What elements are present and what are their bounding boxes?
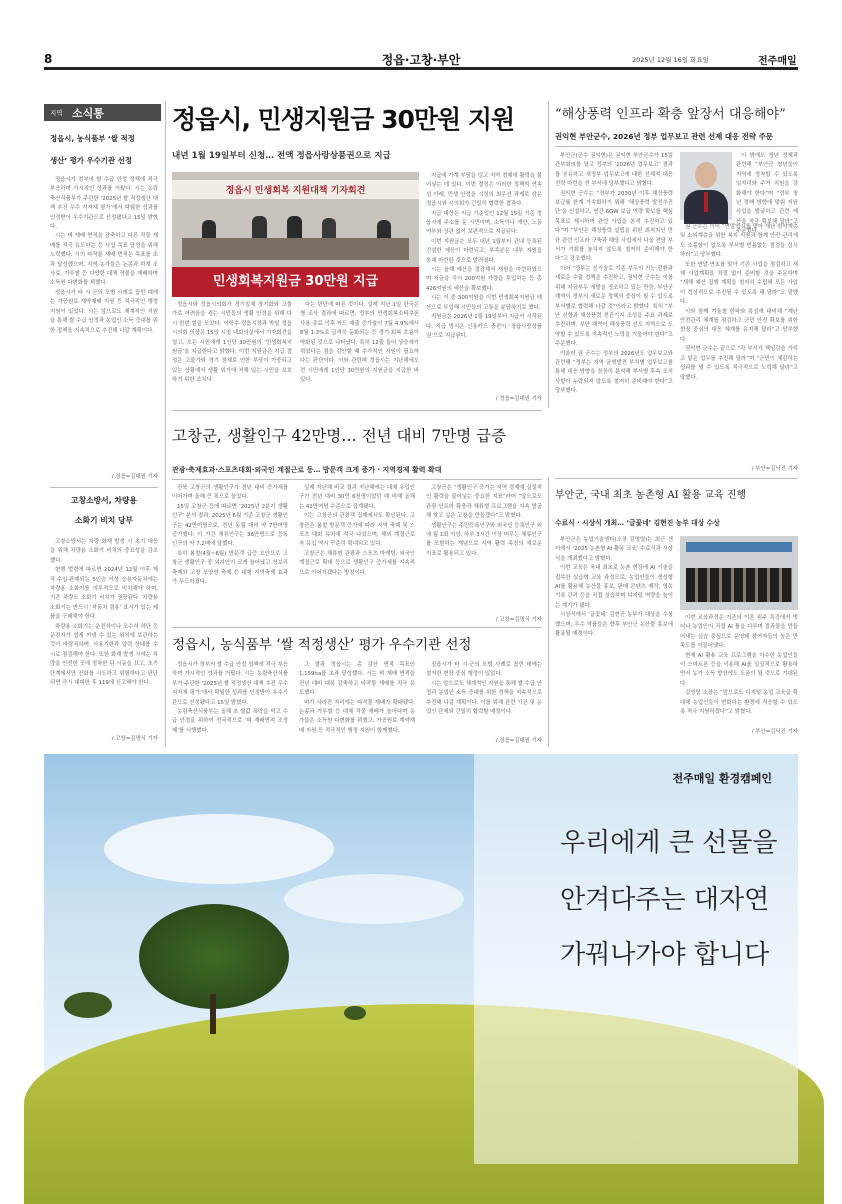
mid-left-subhead: 관광·축제효과·스포츠대회·외국인 계절근로 등… 방문객 크게 증가 · 지역경제 활력 확대 (172, 466, 442, 474)
right-top-headline: “해상풍력 인프라 확충 앞장서 대응해야” (555, 107, 786, 122)
paragraph: 시는 이 중 300억원을 이번 민생회복지원금 예산으로 투입해 시민들의 고통을 분담하기로 했다. (426, 295, 542, 311)
lead-byline: / 정읍=김대원 기자 (495, 396, 542, 402)
photo-banner-top: 정읍시 민생회복 지원대책 기자회견 (172, 180, 419, 199)
ad-cloud (104, 814, 334, 884)
ad-line-3: 가꿔나가야 합니다 (560, 940, 770, 970)
bottom-left-byline: / 정읍=김대원 기자 (495, 738, 542, 744)
paragraph: 이와 함께 겨울철 한파와 폭설에 대비해 “재난 안전관리 체계를 점검하고 군민 안전 확보를 위한 현장 중심의 대응 체계를 유지해 달라”고 당부했다. (680, 308, 798, 343)
divider (172, 479, 542, 480)
bottom-left-col1 (172, 661, 288, 745)
ad-line-2: 안겨다주는 대자연 (560, 885, 770, 915)
mid-left-headline: 고창군, 생활인구 42만명… 전년 대비 7만명 급증 (172, 427, 507, 445)
mid-right-headline: 부안군, 국내 최초 농촌형 AI 활용 교육 진행 (555, 490, 747, 501)
lead-body-col2: 다는 판단에 따른 것이다. 실제 지난 1일 한국은행 조사 결과에 따르면, 정부의 민생회복소비쿠폰 사용 종료 이후 카드 매출 증가율이 7월 4.9%에서 8월 1.3%로 급격히 둔화되는 등 경기 회복 흐름이 약화된 것으로 나타났다. 특히 12월 들어 상승세가 꺾였다는 점을 감안할 때 추가적인 지원이 필요하다는 판단이다. 이와 관련해 정읍시는 지난해에도 전 시민에게 1인당 30만원의 지원금을 지급한 바 있다. (300, 302, 419, 384)
ad-tree (344, 1006, 366, 1020)
photo-group (686, 568, 792, 602)
divider (172, 410, 542, 411)
right-top-subhead: 권익현 부안군수, 2026년 정부 업무보고 관련 선제 대응 전략 주문 (555, 132, 773, 141)
photo-person (322, 218, 336, 238)
divider (50, 487, 158, 488)
sidebar-box-title: 소식통 (72, 107, 104, 120)
divider (548, 102, 549, 408)
paragraph: 이어 “정부는 신기술로 기존 부두의 기능 전환과 새로운 수출 정책을 추진하고, 권익현 군수는 이를 위해 저금부두 개발을 정조하고 있는 만큼, 부안군 해역이 정부의 새로운 정책의 중심이 될 수 있도록 부서별로 협력해 나갈 것”이라고 밝혔다. 특히 “부안 신항과 해상풍력 전진기지 조성을 주요 과제로 추진하며, 부안 해역이 해상풍력 선도 지역으로 도약할 수 있도록 지속적인 노력을 기울여야 한다”고 주문했다. (555, 265, 673, 348)
paragraph: 이번 교육과정은 기존의 이론 위주 특강에서 벗어나 농업인이 직접 AI 툴을 다루며 결과물을 만들어내는 실습 중심으로 운영돼 참여자들의 높은 만족도를 이끌어냈다. (680, 615, 798, 650)
page-number: 8 (44, 52, 53, 66)
paragraph: 권익현 군수는 끝으로 “각 부서가 책임감을 가지고 맡은 업무를 추진해 달라”며 “군민이 체감하는 성과를 낼 수 있도록 적극적으로 노력해 달라”고 말했다. (680, 346, 798, 381)
paragraph: 이번 지원금은 모두 내년 1월부터 관내 등록된 건설한 예산이 마련되고, 부족분은 내부 지원을 통해 마련한 것으로 알려졌다. (426, 238, 542, 264)
header-rule (44, 67, 798, 70)
sidebar-story1-headline-line1: 정읍시, 농식품부 ‘쌀 적정 (50, 134, 135, 143)
bottom-left-col2 (299, 661, 415, 745)
sidebar-story1-headline (50, 128, 158, 172)
paragraph: 정읍시가 타 시·군의 모범 사례로 꼽힌 데에는 가공원료 계약재배 지원 등 적극적인 행정 지원이 있었다. 시는 앞으로도 체계적인 지원을 통해 쌀 수급 안정과 농업인 소득 증대를 위한 정책을 지속적으로 추진해 나갈 계획이다. (50, 289, 158, 334)
portrait-face (695, 162, 717, 188)
paragraph: 정읍시가 타 시·군의 모범 사례로 꼽힌 데에는 철저한 현장 중심 행정이 있었다. (426, 662, 542, 678)
paragraph: 농림축산식품부는 올해 초 쌀값 폭락을 막고 수급 안정을 위하여 전국적으로 ‘벼 재배면적 조정제’를 시행했다. (172, 709, 288, 734)
divider (172, 627, 542, 628)
lead-photo (172, 172, 419, 297)
paragraph: 지급에 가계 부담을 덜고 지역 경제에 활력을 불어넣는 데 있다. 이번 결정은 이러한 정책적 연속성 아래, 민생 안정을 시정의 최우선 과제로 삼은 정읍시와 시의회가 긴밀히 협력한 결과다. (426, 173, 542, 208)
sidebar-story1-headline-line2: 생산’ 평가 우수기관 선정 (50, 156, 132, 165)
group-photo (680, 536, 798, 610)
sidebar-story2-headline-line1: 고창소방서, 차량용 (71, 496, 137, 505)
paragraph: 그 결과 정읍시는 총 감산 면적 목표인 1,159ha를 초과 달성했다. 시는 벼 재배 면적을 전년 대비 대폭 감축하고 타작물 재배를 적극 유도했다. (299, 662, 415, 697)
mid-right-col1 (555, 536, 673, 740)
sidebar-box-header (44, 104, 161, 121)
paragraph: 고창군은 “생활인구 증가는 지역 경제에 실질적인 활력을 불어넣는 중요한 지표”라며 “앞으로도 관광 인프라 확충과 체류형 프로그램을 지속 발굴해 찾고 싶은 고창을 만들겠다”고 밝혔다. (426, 485, 542, 520)
paragraph: 현행 법령에 따르면 2024년 12월 이후 제작·수입·판매되는 5인승 이상 승용자동차에는 차량용 소화기를 의무적으로 비치해야 하며, 기존 차량도 소화기 비치가 권장된다. 차량용 소화기는 반드시 ‘자동차 겸용’ 표시가 있는 제품을 구매해야 한다. (50, 567, 158, 621)
paragraph: 이번 교육은 국내 최초로 농촌 현장에 AI 기술을 접목한 실습형 교육 과정으로, 농업인들이 생성형 AI를 활용해 농산물 홍보, 판매 콘텐츠 제작, 영농 기록 관리 등을 직접 실습하며 디지털 역량을 높이는 계기가 됐다. (555, 565, 673, 609)
right-top-byline: / 부안=김낙진 기자 (751, 466, 798, 472)
photo-banner-bottom: 민생회복지원금 30만원 지급 (172, 267, 419, 297)
photo-person (252, 216, 267, 238)
paragraph: 차량용 소화기는 운전석이나 조수석 하단 등 운전자가 쉽게 꺼낼 수 있는 위치에 보관하는 것이 바람직하며, 사용기한과 압력 상태를 수시로 점검해야 한다. 또한 화재 발생 시에는 차량을 안전한 곳에 정차한 뒤 시동을 끄고, 초기 단계에서만 진화를 시도하고 위험하다고 판단되면 즉시 대피한 후 119에 신고해야 한다. (50, 623, 158, 687)
environment-campaign-ad (44, 754, 798, 1164)
sidebar-story1-body (50, 176, 158, 466)
paragraph: 이는 고창군의 관광객 집계에서도 확인된다. 고창군은 봄철 방문객 증가에 따라 지역 축제 및 스포츠 대회 유치에 적극 나섰으며, 해외 계절근로자 유입 역시 꾸준히 확대되고 있다. (299, 513, 415, 548)
photo-person (202, 220, 216, 238)
mid-left-col2 (299, 484, 415, 622)
divider (555, 146, 798, 147)
paragraph: 시는 앞으로도 체계적인 지원을 통해 쌀 수급 안정과 농업인 소득 증대를 위한 정책을 지속적으로 추진해 나갈 계획이다. 이를 위해 관련 기관 및 농업인 단체와 긴밀히 협력할 예정이다. (426, 680, 542, 716)
paragraph: 지급 대상은 지급 기준일인 12월 15일 기준 정읍시에 주소를 둔 시민이며, 소득이나 재산, 노동 여부와 상관 없이 보편적으로 지급된다. (426, 210, 542, 236)
ad-tree (64, 992, 112, 1018)
ad-tree-trunk (210, 994, 216, 1034)
ad-cloud (284, 874, 464, 924)
mid-left-byline: / 고창=김명식 기자 (495, 617, 542, 623)
issue-date: 2025년 12월 16일 화요일 (632, 56, 709, 64)
sidebar-story2-headline (50, 491, 158, 531)
ad-campaign-title: 전주매일 환경캠페인 (672, 772, 772, 785)
paragraph: 벼가 사라진 자리에는 타작물 재배가 확대됐다. 논콩과 가루쌀 등 대체 작물 재배가 늘어나며 농가들은 소득원 다변화를 꾀했고, 가공원료 계약재배 지원 등 적극적인 행정 지원이 함께했다. (299, 699, 415, 734)
mid-left-col3 (426, 484, 542, 616)
photo-banner (686, 542, 792, 552)
paragraph: 시는 올해 예산을 절감해서 재원을 마련하였으며 자금을 즉시 200억원 가량을 투입하는 등 총 426억원의 예산을 확보했다. (426, 267, 542, 292)
divider (165, 102, 166, 746)
mid-right-subhead: 수료식 · 시상식 개최… ‘글꽃네’ 김현진 농부 대상 수상 (555, 519, 720, 527)
photo-person (287, 216, 302, 238)
paragraph: 특히 봄철(4월~6월) 방문객 급증 요인으로 고창군 생활인구 중 외지인이 크게 늘어났고 청보리축제와 고창 모양성 축제 등 대형 지역축제 효과가 두드러졌다. (172, 550, 288, 586)
lead-subhead: 내년 1월 19일부터 신청… 전액 정읍사랑상품권으로 지급 (172, 151, 391, 161)
paragraph: 부안군(군수 권익현)은 권익현 부안군수가 15일 간부회의를 열고 정부의 ‘2026년 업무보고’ 결과를 공유하고 새정부 업무보고에 대한 선제적 대응 전략 마련을 전 부서에 당부했다고 밝혔다. (555, 153, 673, 188)
paragraph: 이울러 권 군수는 정부의 2026년도 업무보고와 관련해 “정부는 지역 균형발전 부처별 업무보고를 통해 대응 방향을 꼼꼼히 분석해 부서별 후속 조치 사항이 누락되지 않도록 철저히 준비해야 한다”고 당부했다. (555, 350, 673, 395)
paragraph: 시는 벼 재배 면적을 감축하고 다른 작물 재배를 적극 유도하는 등 사업 목표 달성을 위해 노력했다. 시의 타작물 재배 면적은 목표를 초과 달성했으며, 지역 농가들은 논콩과 하계 조사료, 가루쌀 등 다양한 대체 작물을 재배하며 소득원 다변화를 꾀했다. (50, 233, 158, 287)
paragraph: 고창군은 체류형 관광과 스포츠 마케팅, 외국인 계절근로 확대 등으로 생활인구 증가세를 지속적으로 이어가겠다는 방침이다. (299, 550, 415, 576)
right-top-col1 (555, 152, 673, 470)
mid-left-col1 (172, 484, 288, 622)
divider (548, 478, 549, 746)
paragraph: 정읍시가 정부의 쌀 수급 안정 정책에 적극 부응하며 가시적인 성과를 거뒀다. 시는 농림축산식품부가 주관한 ‘2025년 쌀 적정생산 대책 추진 우수 지자체 평가’에서 탁월한 성과를 인정받아 우수기관으로 선정됐다고 15일 밝혔다. (50, 177, 158, 231)
lead-body-col1: 정읍시와 정읍시의회가 경기침체 장기화와 고물가로 어려움을 겪는 시민들의 생활 안정을 위해 다시 한번 힘을 모았다. 이학수 정읍시장과 박일 정읍시의회 의장은 15일 시청 대회의실에서 기자회견을 열고, 모든 시민에게 1인당 30만원의 ‘민생회복지원금’을 지급한다고 밝혔다. 이번 지원금은 지급 결정은 고물가와 경기 침체로 인한 부담이 가중되고 있는 상황에서 생활 위기에 처해 있는 시민을 보호하기 위한 조치다. (172, 302, 292, 384)
bottom-left-col3 (426, 661, 542, 731)
paper-name: 전주매일 (758, 56, 797, 67)
paragraph: 전북 고창군의 생활인구가 전년 대비 증가세를 이어가며 올해 큰 폭으로 늘었다. (172, 485, 288, 501)
sidebar-story2-byline: / 고창=김명식 기자 (111, 736, 158, 742)
paragraph: 현재 AI 활용 교육 프로그램을 이수한 농업인들이 스마트폰 등을 이용해 AI를 일상적으로 활용하면서 농가 소득 향상에도 도움이 될 것으로 기대된다. (680, 652, 798, 687)
paragraph: 15일 고창군 등에 따르면 ‘2025년 2분기 생활인구’ 분석 결과, 2025년 6월 기준 고창군 생활인구는 42만여명으로, 전년 동월 대비 약 7만여명 증가했다. 이 기간 체류인구는 36만명으로 등록인구의 약 7.2배에 달했다. (172, 503, 288, 548)
mid-right-byline: / 부안=김낙진 기자 (751, 729, 798, 735)
lead-body-col3 (426, 172, 542, 390)
sidebar-story2-headline-line2: 소화기 비치 당부 (74, 516, 134, 525)
divider (555, 478, 798, 479)
photo-table (182, 238, 409, 260)
paragraph: 생활인구는 주민등록인구와 외국인 등록인구 외에 월 1회 이상, 하루 3시간 이상 머무는 체류인구를 포함하는 개념으로 지역 활력 측정의 새로운 지표로 활용되고 있다. (426, 522, 543, 557)
sidebar-story1-byline: / 정읍=김대원 기자 (111, 474, 158, 480)
ad-line-1: 우리에게 큰 선물을 (560, 828, 778, 858)
sidebar-box-prefix: 지역 (50, 109, 63, 117)
paragraph: 시상식에서 ‘글꽃네’ 김현진 농부가 대상을 수상했으며, 우수 작품들은 향후 부안군 농산물 홍보에 활용될 예정이다. (555, 612, 673, 638)
portrait-photo (680, 152, 732, 220)
paragraph: 권익현 군수는 “정부가 2030년 이후 해상풍력 보급률 한계 가속화하기 위해 ‘해상풍력 발전추진단’을 신설하고, 연간 6GW 보급 역량 확보를 핵심 목표로 제시하며 관련 사업을 본격 추진하고 있다”며 “부안은 해상풍력 설립을 위한 최적지인 만큼 관련 인프라 구축과 해당 사업에서 나올 전담 부서가 기회를 놓치지 않도록 철저히 준비해야 한다”고 강조했다. (555, 190, 673, 263)
right-top-col2-upper: 이 밖에도 청년 정책과 관련해 “부안군 청년들이 지역에 정착할 수 있도록 일자리와 주거 지원을 강화해야 한다”며 “정부 청년 정책 방향에 맞춰 지원 사업을 발굴하고 관련 예산을 적극 확보해 달라”고 주문했다. (736, 153, 798, 235)
photo-person (377, 220, 391, 238)
portrait-tie (704, 192, 708, 212)
mid-right-col2 (680, 614, 798, 728)
section-title: 정읍·고창·부안 (381, 53, 461, 67)
paragraph: 정읍시가 정부의 쌀 수급 안정 정책에 적극 부응하며 가시적인 성과를 거뒀다. 시는 농림축산식품부가 주관한 ‘2025년 쌀 적정생산 대책 추진 우수 지자체 평가’에서 탁월한 성과를 인정받아 우수기관으로 선정됐다고 15일 밝혔다. (172, 662, 288, 706)
paragraph: 부안군은 농업기술센터(소장 김영렬)는 최근 센터에서 ‘2025 농촌형 AI 활용 교육’ 수료식과 시상식을 개최했다고 밝혔다. (555, 537, 673, 562)
paragraph: 고창소방서는 차량 화재 발생 시 초기 대응을 위해 차량용 소화기 비치의 중요성을 강조했다. (50, 539, 158, 564)
bottom-left-headline: 정읍시, 농식품부 ‘쌀 적정생산’ 평가 우수기관 선정 (172, 637, 472, 653)
sidebar-story2-body (50, 538, 158, 734)
lead-headline: 정읍시, 민생지원금 30만원 지원 (172, 105, 515, 134)
paragraph: 권 군수는 이어 “연말연시를 맞아 재난 취약계층 및 소외계층을 위한 복지 지원과 함께 안전 관리에도 소홀함이 없도록 부서별 빈틈없는 점검을 실시하라”고 당부했다. (680, 224, 798, 259)
paragraph: 지원금은 2026년 1월 19일부터 지급이 시작된다. 지급 방식은 신용카드 충전이 ‘정읍사랑상품권’으로 지급된다. (426, 314, 542, 339)
paragraph: 김영렬 소장은 “앞으로도 디지털 농업 교육을 확대해 농업인들이 변화하는 환경에 적응할 수 있도록 적극 지원하겠다”고 밝혔다. (680, 690, 798, 716)
paragraph: 실제 지난해 비교 결과 지난해에는 대체 유입인구가 전년 대비 30만 6천명이었던 데 비해 올해는 42만여명 수준으로 집계됐다. (299, 485, 415, 510)
paragraph: 또한 연말·연초를 맞아 기존 사업을 점검하고 새해 사업계획을 차질 없이 준비할 것을 주문하며 “새해 예산 집행 계획을 철저히 수립해 모든 사업이 정상적으로 추진될 수 있도록 해 달라”고 말했다. (680, 261, 798, 306)
right-top-col2 (680, 223, 798, 462)
